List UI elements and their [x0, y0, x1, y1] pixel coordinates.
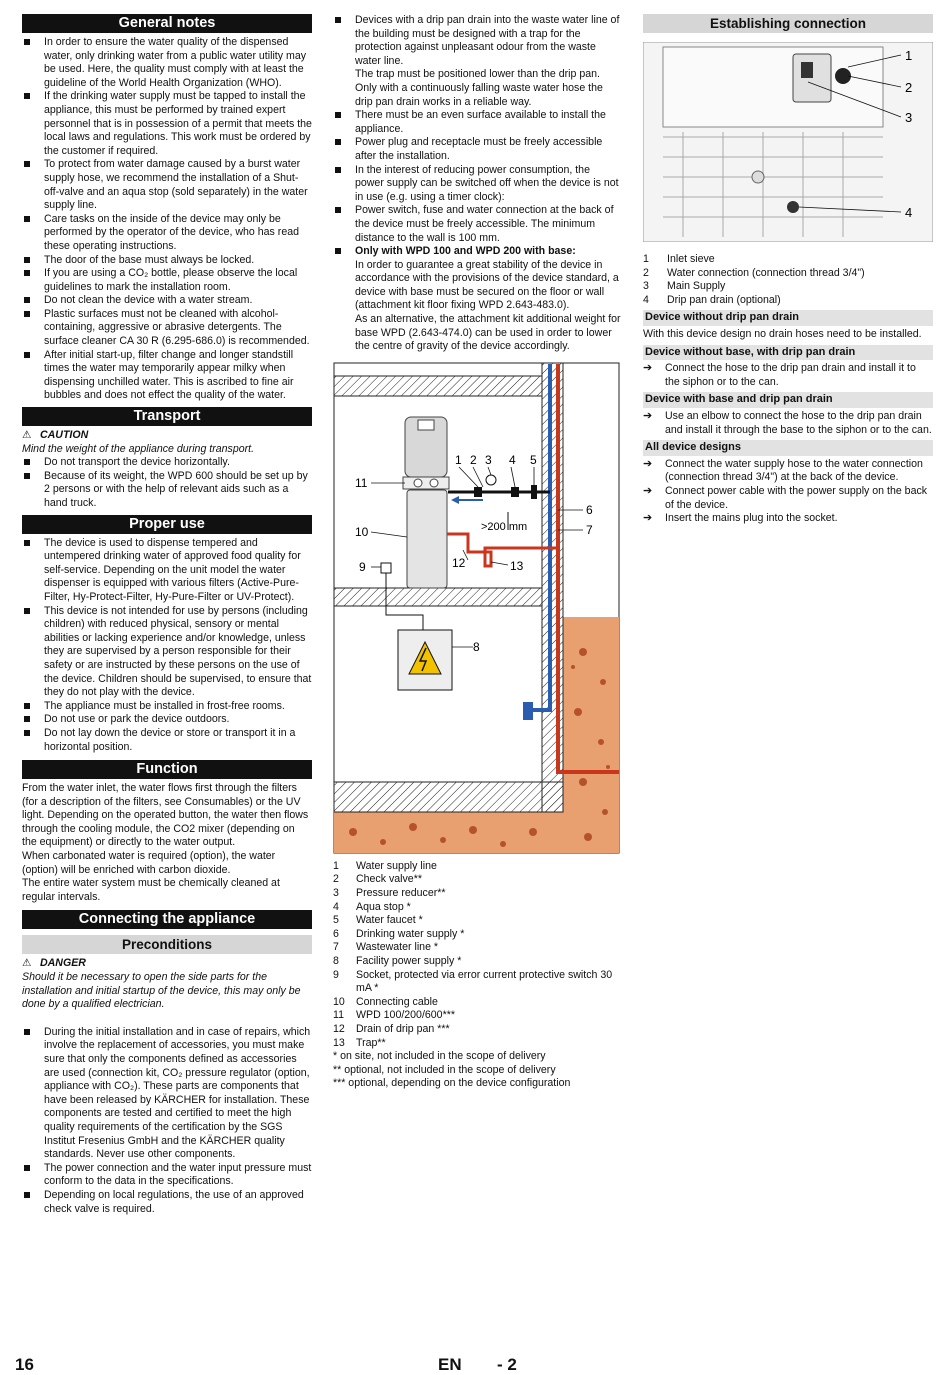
- proper-use-list: [22, 537, 312, 755]
- list-item: ➔ Connect the water supply hose to the water connection (connection thread 3/4") at the back of the device.: [643, 458, 933, 485]
- list-item: If you are using a CO₂ bottle, please observe the local guidelines to mark the installation room.: [22, 267, 312, 294]
- s4-heading: All device designs: [643, 440, 933, 456]
- column-middle: [333, 14, 621, 1091]
- page-number: 16: [15, 1355, 34, 1374]
- svg-text:10: 10: [355, 524, 369, 539]
- install-notes-list: [333, 14, 621, 245]
- danger-text: Should it be necessary to open the side parts for the installation and initial startup of the device, this may only be done by a qualified electrician.: [22, 971, 301, 1011]
- list-item: The power connection and the water input pressure must conform to the data in the specifications.: [22, 1162, 312, 1189]
- list-item: Do not transport the device horizontally.: [22, 456, 312, 470]
- legend-text: Inlet sieve: [667, 253, 715, 265]
- list-item: Power switch, fuse and water connection at the back of the device must be freely accessible. The minimum distance to the wall is 100 mm.: [333, 204, 621, 245]
- legend-row: [333, 1037, 621, 1051]
- legend-number: 4: [333, 900, 339, 913]
- connecting-heading: Connecting the appliance: [22, 910, 312, 929]
- function-heading: Function: [22, 760, 312, 779]
- establishing-heading: Establishing connection: [643, 14, 933, 33]
- legend-text: Connecting cable: [356, 995, 438, 1008]
- legend-number: 2: [333, 873, 339, 886]
- warning-triangle-icon: ⚠: [22, 429, 32, 442]
- wpd-text: In order to guarantee a great stability of the device in accordance with the provisions of the device standard, a device with base must be secured on the floor or wall (attachment kit floor fixing WPD 2.643-483.0). As an alternative, the attachment kit additional weight for base WPD (2.643-474.0) can be used in order to lower the centre of gravity of the device accordingly.: [355, 258, 621, 353]
- legend-row: [333, 914, 621, 928]
- list-item: The device is used to dispense tempered and untempered drinking water of approved food quality for self-service. Depending on the unit model the water dispenser is equipped with various filters (Active-Pure-Filter, Hy-Protect-Filter, Hy-Pure-Filter or UV-Protect).: [22, 537, 312, 605]
- legend-row: [643, 294, 933, 308]
- legend-text: Water connection (connection thread 3/4"): [667, 266, 865, 279]
- svg-text:3: 3: [485, 452, 492, 467]
- legend-row: [333, 969, 621, 996]
- list-item: Care tasks on the inside of the device may only be performed by the operator of the device, who has read these operating instructions.: [22, 213, 312, 254]
- preconditions-list: [22, 1026, 312, 1216]
- legend-text: Drinking water supply *: [356, 927, 465, 940]
- legend-number: 13: [333, 1036, 345, 1049]
- svg-text:11: 11: [355, 475, 368, 490]
- paragraph: From the water inlet, the water flows first through the filters (for a description of the filters, see Consumables) or the UV light. Depending on the operated button, the water then flows through the cooling module, the CO2 mixer (depending on the equipment) or directly to the water output.: [22, 782, 309, 849]
- legend-number: 12: [333, 1022, 345, 1035]
- legend-text: Socket, protected via error current protective switch 30 mA *: [356, 968, 613, 995]
- svg-text:12: 12: [452, 555, 466, 570]
- list-item: Plastic surfaces must not be cleaned with alcohol-containing, aggressive or abrasive detergents. The surface cleaner CA 30 R (6.295-686.0) is recommended.: [22, 308, 312, 349]
- list-item: Do not clean the device with a water stream.: [22, 294, 312, 308]
- list-item: ➔ Connect the hose to the drip pan drain and install it to the siphon or to the can.: [643, 362, 933, 389]
- legend-text: Drip pan drain (optional): [667, 293, 781, 306]
- legend-number: 3: [643, 280, 649, 293]
- svg-text:3: 3: [905, 110, 913, 125]
- caution-label: ⚠ CAUTION: [22, 429, 89, 442]
- legend-text: Aqua stop *: [356, 900, 411, 913]
- caution-text: Mind the weight of the appliance during transport.: [22, 442, 255, 455]
- paragraph: ** optional, not included in the scope of delivery: [333, 1063, 556, 1076]
- legend-text: Drain of drip pan ***: [356, 1022, 450, 1035]
- install-notes: [333, 1050, 621, 1091]
- legend-row: [333, 1009, 621, 1023]
- language-tag: EN: [438, 1355, 462, 1374]
- legend-number: 3: [333, 887, 339, 900]
- list-item: There must be an even surface available to install the appliance.: [333, 109, 621, 136]
- legend-text: Water supply line: [356, 859, 437, 872]
- legend-text: WPD 100/200/600***: [356, 1009, 455, 1022]
- s3-heading: Device with base and drip pan drain: [643, 392, 933, 408]
- svg-text:2: 2: [905, 80, 913, 95]
- list-item: ➔ Connect power cable with the power supply on the back of the device.: [643, 485, 933, 512]
- legend-row: [333, 901, 621, 915]
- function-text: [22, 782, 312, 904]
- transport-list: [22, 456, 312, 510]
- legend-number: 8: [333, 955, 339, 967]
- legend-row: [643, 253, 933, 267]
- list-item: To protect from water damage caused by a burst water supply hose, we recommend the installation of a Shut-off-valve and an aqua stop (sold separately) in the water supply line.: [22, 158, 312, 212]
- distance-label: >200 mm: [481, 520, 528, 533]
- install-legend: [333, 860, 621, 1050]
- svg-text:4: 4: [905, 205, 913, 220]
- warning-triangle-icon: ⚠: [22, 957, 32, 970]
- legend-text: Trap**: [356, 1036, 386, 1049]
- legend-number: 10: [333, 995, 345, 1008]
- legend-number: 1: [643, 253, 649, 265]
- legend-number: 4: [643, 293, 649, 306]
- legend-row: [333, 928, 621, 942]
- s1-text: With this device design no drain hoses need to be installed.: [643, 327, 922, 340]
- legend-number: 2: [643, 266, 649, 279]
- list-item: After initial start-up, filter change and longer standstill times the water may temporarily appear milky when dispensing unchilled water. This is ascribed to fine air bubbles and does not effect the quality of the water.: [22, 349, 312, 403]
- svg-text:13: 13: [510, 558, 524, 573]
- sub-page: - 2: [497, 1355, 517, 1374]
- wpd-title: Only with WPD 100 and WPD 200 with base:: [333, 245, 621, 259]
- list-item: ➔ Insert the mains plug into the socket.: [643, 512, 933, 526]
- column-right: [643, 14, 933, 526]
- svg-text:9: 9: [359, 559, 366, 574]
- svg-text:2: 2: [470, 452, 477, 467]
- danger-label: ⚠ DANGER: [22, 957, 86, 970]
- device-back-photo: [643, 42, 933, 242]
- list-item: If the drinking water supply must be tapped to install the appliance, this must be performed by trained expert personnel that is in possession of a permit that meets the local laws and regulations. This work must be ordered by the customer if required.: [22, 90, 312, 158]
- svg-text:8: 8: [473, 639, 480, 654]
- list-item: Because of its weight, the WPD 600 should be set up by 2 persons or with the help of relevant aids such as a hand truck.: [22, 470, 312, 511]
- legend-text: Water faucet *: [356, 914, 423, 927]
- list-item: Do not use or park the device outdoors.: [22, 713, 312, 727]
- legend-text: Main Supply: [667, 280, 726, 293]
- list-item: During the initial installation and in case of repairs, which involve the replacement of accessories, you must make sure that only the components defined as accessories are used (connection kit, CO₂ pressure regulator (option, appliance with CO₂). These parts are components that have been released by KÄRCHER for installation. These components are tested and certified to meet the high quality requirements of the certification by the SGS Institut Fresenius GmbH and the KÄRCHER quality standards. Never use other components.: [22, 1026, 312, 1162]
- legend-row: [333, 996, 621, 1010]
- legend-row: [333, 1023, 621, 1037]
- legend-number: 11: [333, 1009, 344, 1022]
- list-item: Do not lay down the device or store or transport it in a horizontal position.: [22, 727, 312, 754]
- legend-row: [333, 873, 621, 887]
- svg-text:4: 4: [509, 452, 516, 467]
- legend-row: [333, 887, 621, 901]
- legend-row: [643, 280, 933, 294]
- installation-diagram: [333, 362, 621, 856]
- legend-number: 1: [333, 859, 339, 872]
- general-notes-heading: General notes: [22, 14, 312, 33]
- svg-text:1: 1: [455, 452, 462, 467]
- list-item: Depending on local regulations, the use of an approved check valve is required.: [22, 1189, 312, 1216]
- legend-text: Facility power supply *: [356, 955, 462, 967]
- paragraph: The entire water system must be chemically cleaned at regular intervals.: [22, 877, 280, 903]
- s2-heading: Device without base, with drip pan drain: [643, 345, 933, 361]
- legend-row: [333, 955, 621, 969]
- transport-heading: Transport: [22, 407, 312, 426]
- legend-text: Check valve**: [356, 873, 422, 886]
- svg-text:1: 1: [905, 48, 913, 63]
- paragraph: * on site, not included in the scope of delivery: [333, 1050, 546, 1063]
- list-item: In the interest of reducing power consumption, the power supply can be switched off when the device is not in use (e.g. using a timer clock):: [333, 164, 621, 205]
- s2-list: [643, 362, 933, 389]
- list-item: In order to ensure the water quality of the dispensed water, only drinking water from a public water utility may be used. Here, the quality must comply with at least the guideline of the World Health Organization (WHO).: [22, 36, 312, 90]
- paragraph: *** optional, depending on the device configuration: [333, 1077, 571, 1090]
- column-left: [22, 14, 312, 1216]
- s1-heading: Device without drip pan drain: [643, 310, 933, 326]
- svg-text:7: 7: [586, 522, 593, 537]
- list-item: Devices with a drip pan drain into the waste water line of the building must be designed with a trap for the protection against unpleasant odour from the waste water line. The trap must be positioned lower than the drip pan. Only with a continuously falling waste water hose the drip pan drain works in a reliable way.: [333, 14, 621, 109]
- legend-number: 6: [333, 927, 339, 940]
- paragraph: When carbonated water is required (option), the water (option) will be enriched with carbon dioxide.: [22, 850, 276, 876]
- list-item: ➔ Use an elbow to connect the hose to the drip pan drain and install it through the base to the siphon or to the can.: [643, 410, 933, 437]
- s3-list: [643, 410, 933, 437]
- legend-row: [643, 267, 933, 281]
- list-item: Power plug and receptacle must be freely accessible after the installation.: [333, 136, 621, 163]
- svg-text:5: 5: [530, 452, 537, 467]
- list-item: The appliance must be installed in frost-free rooms.: [22, 700, 312, 714]
- legend-number: 7: [333, 941, 339, 954]
- list-item: This device is not intended for use by persons (including children) with reduced physical, sensory or mental abilities or lacking experience and/or knowledge, unless they are supervised by a person responsible for their safety or are instructed by these persons on the use of the device. Children should be supervised, to ensure that they do not play with the device.: [22, 605, 312, 700]
- legend-number: 9: [333, 968, 339, 981]
- legend-text: Pressure reducer**: [356, 887, 446, 900]
- s4-list: [643, 458, 933, 526]
- legend-number: 5: [333, 914, 339, 927]
- svg-text:6: 6: [586, 502, 593, 517]
- water-dispenser-device: [403, 417, 449, 588]
- legend-text: Wastewater line *: [356, 941, 439, 954]
- legend-row: [333, 941, 621, 955]
- preconditions-heading: Preconditions: [22, 935, 312, 954]
- establishing-legend: [643, 253, 933, 307]
- proper-use-heading: Proper use: [22, 515, 312, 534]
- general-notes-list: [22, 36, 312, 403]
- list-item: The door of the base must always be locked.: [22, 254, 312, 268]
- legend-row: [333, 860, 621, 874]
